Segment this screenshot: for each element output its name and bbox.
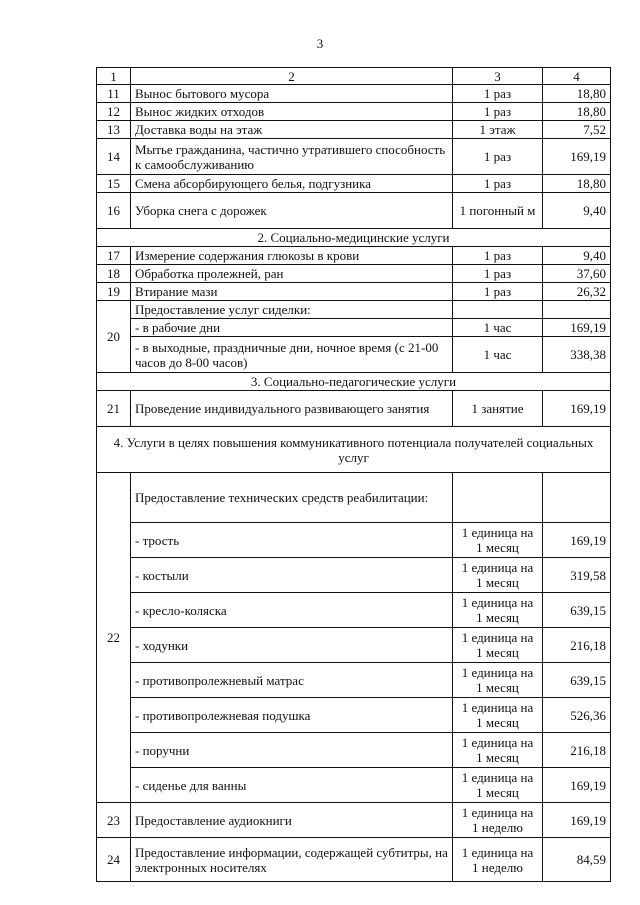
table-row xyxy=(97,193,611,229)
row-number: 13 xyxy=(97,121,131,139)
price: 18,80 xyxy=(543,175,611,193)
table-row xyxy=(97,265,611,283)
unit: 1 этаж xyxy=(453,121,543,139)
price xyxy=(543,473,611,523)
unit: 1 единица на 1 месяц xyxy=(453,523,543,558)
service-name: Смена абсорбирующего белья, подгузника xyxy=(131,175,453,193)
unit: 1 раз xyxy=(453,265,543,283)
table-row xyxy=(97,301,611,319)
section-heading: 4. Услуги в целях повышения коммуникативного потенциала получателей социальных услуг xyxy=(97,427,611,473)
row-number: 15 xyxy=(97,175,131,193)
row-number: 24 xyxy=(97,838,131,882)
unit: 1 единица на 1 месяц xyxy=(453,698,543,733)
services-table xyxy=(96,67,611,882)
unit: 1 единица на 1 месяц xyxy=(453,768,543,803)
service-name: Обработка пролежней, ран xyxy=(131,265,453,283)
service-subitem: - в рабочие дни xyxy=(131,319,453,337)
table-row xyxy=(97,139,611,175)
row-number: 23 xyxy=(97,803,131,838)
table-subrow xyxy=(97,319,611,337)
unit: 1 час xyxy=(453,319,543,337)
table-row xyxy=(97,85,611,103)
row-number: 21 xyxy=(97,391,131,427)
service-name: Втирание мази xyxy=(131,283,453,301)
section-heading-row xyxy=(97,427,611,473)
table-subrow xyxy=(97,523,611,558)
unit: 1 раз xyxy=(453,247,543,265)
service-name: Вынос бытового мусора xyxy=(131,85,453,103)
table-row xyxy=(97,247,611,265)
service-name: Мытье гражданина, частично утратившего способность к самообслуживанию xyxy=(131,139,453,175)
service-subitem: - в выходные, праздничные дни, ночное время (с 21-00 часов до 8-00 часов) xyxy=(131,337,453,373)
service-name: Предоставление информации, содержащей субтитры, на электронных носителях xyxy=(131,838,453,882)
price: 169,19 xyxy=(543,768,611,803)
header-col-3: 3 xyxy=(453,68,543,85)
price: 319,58 xyxy=(543,558,611,593)
service-subitem: - ходунки xyxy=(131,628,453,663)
row-number: 11 xyxy=(97,85,131,103)
service-subitem: - кресло-коляска xyxy=(131,593,453,628)
row-number: 12 xyxy=(97,103,131,121)
unit: 1 занятие xyxy=(453,391,543,427)
table-subrow xyxy=(97,663,611,698)
service-subitem: - трость xyxy=(131,523,453,558)
table-subrow xyxy=(97,337,611,373)
table-subrow xyxy=(97,733,611,768)
table-subrow xyxy=(97,558,611,593)
price: 84,59 xyxy=(543,838,611,882)
service-name: Предоставление аудиокниги xyxy=(131,803,453,838)
unit: 1 единица на 1 месяц xyxy=(453,733,543,768)
unit: 1 единица на 1 месяц xyxy=(453,593,543,628)
price: 526,36 xyxy=(543,698,611,733)
header-row xyxy=(97,68,611,85)
service-name: Предоставление технических средств реабилитации: xyxy=(131,473,453,523)
unit: 1 единица на 1 месяц xyxy=(453,628,543,663)
service-subitem: - поручни xyxy=(131,733,453,768)
unit: 1 единица на 1 месяц xyxy=(453,558,543,593)
row-number: 17 xyxy=(97,247,131,265)
price: 216,18 xyxy=(543,628,611,663)
unit: 1 раз xyxy=(453,175,543,193)
table-row xyxy=(97,473,611,523)
price: 26,32 xyxy=(543,283,611,301)
unit xyxy=(453,473,543,523)
row-number: 19 xyxy=(97,283,131,301)
unit: 1 единица на 1 месяц xyxy=(453,663,543,698)
table-row xyxy=(97,175,611,193)
table-subrow xyxy=(97,628,611,663)
header-col-4: 4 xyxy=(543,68,611,85)
price: 37,60 xyxy=(543,265,611,283)
price: 169,19 xyxy=(543,139,611,175)
price: 338,38 xyxy=(543,337,611,373)
table-row xyxy=(97,103,611,121)
section-heading: 3. Социально-педагогические услуги xyxy=(97,373,611,391)
table-row xyxy=(97,121,611,139)
section-heading-row xyxy=(97,229,611,247)
price: 18,80 xyxy=(543,85,611,103)
service-name: Проведение индивидуального развивающего занятия xyxy=(131,391,453,427)
price: 169,19 xyxy=(543,803,611,838)
price: 639,15 xyxy=(543,663,611,698)
row-number: 16 xyxy=(97,193,131,229)
service-subitem: - противопролежневая подушка xyxy=(131,698,453,733)
section-heading-row xyxy=(97,373,611,391)
unit: 1 единица на 1 неделю xyxy=(453,838,543,882)
header-col-1: 1 xyxy=(97,68,131,85)
price: 169,19 xyxy=(543,319,611,337)
table-subrow xyxy=(97,593,611,628)
price: 9,40 xyxy=(543,193,611,229)
unit: 1 раз xyxy=(453,85,543,103)
row-number: 22 xyxy=(97,473,131,803)
price: 169,19 xyxy=(543,523,611,558)
section-heading: 2. Социально-медицинские услуги xyxy=(97,229,611,247)
table-row xyxy=(97,391,611,427)
table-subrow xyxy=(97,698,611,733)
table-subrow xyxy=(97,768,611,803)
price: 18,80 xyxy=(543,103,611,121)
price: 7,52 xyxy=(543,121,611,139)
price xyxy=(543,301,611,319)
unit: 1 погонный м xyxy=(453,193,543,229)
table-row xyxy=(97,803,611,838)
service-subitem: - сиденье для ванны xyxy=(131,768,453,803)
header-col-2: 2 xyxy=(131,68,453,85)
service-subitem: - костыли xyxy=(131,558,453,593)
service-name: Уборка снега с дорожек xyxy=(131,193,453,229)
price: 9,40 xyxy=(543,247,611,265)
page-number: 3 xyxy=(316,36,324,51)
unit: 1 раз xyxy=(453,283,543,301)
row-number: 20 xyxy=(97,301,131,373)
service-name: Предоставление услуг сиделки: xyxy=(131,301,453,319)
price: 639,15 xyxy=(543,593,611,628)
row-number: 18 xyxy=(97,265,131,283)
unit xyxy=(453,301,543,319)
unit: 1 час xyxy=(453,337,543,373)
row-number: 14 xyxy=(97,139,131,175)
price: 169,19 xyxy=(543,391,611,427)
service-name: Вынос жидких отходов xyxy=(131,103,453,121)
unit: 1 раз xyxy=(453,103,543,121)
price: 216,18 xyxy=(543,733,611,768)
unit: 1 раз xyxy=(453,139,543,175)
table-row xyxy=(97,838,611,882)
service-name: Доставка воды на этаж xyxy=(131,121,453,139)
service-subitem: - противопролежневый матрас xyxy=(131,663,453,698)
table-row xyxy=(97,283,611,301)
service-name: Измерение содержания глюкозы в крови xyxy=(131,247,453,265)
unit: 1 единица на 1 неделю xyxy=(453,803,543,838)
